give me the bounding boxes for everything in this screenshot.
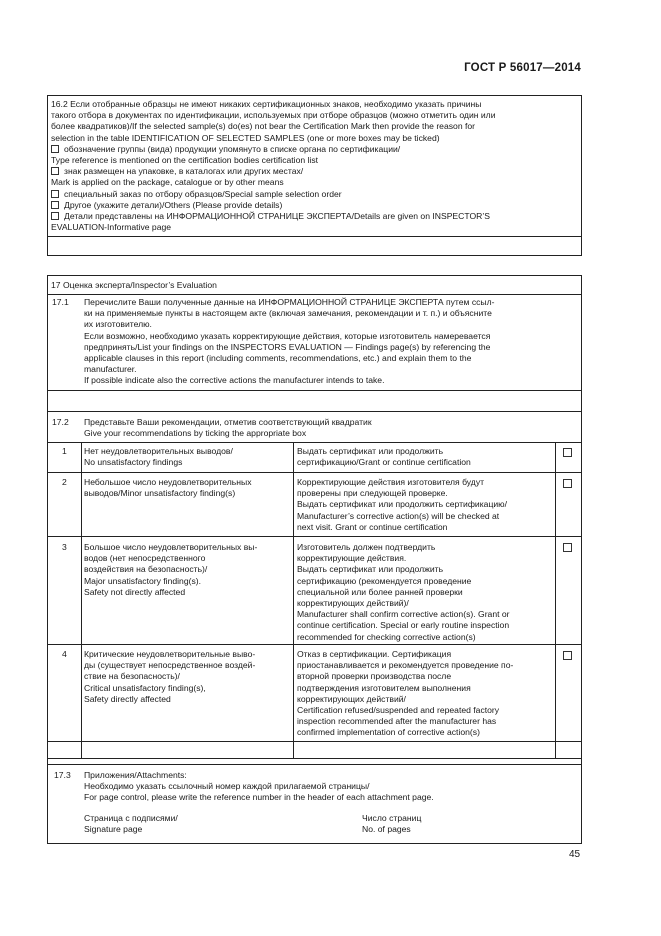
recommendation-checkbox-2[interactable] <box>563 479 572 488</box>
text-line: Если возможно, необходимо указать корректирующие действия, которые изготовитель намеревается <box>84 330 491 341</box>
option-label: Другое (укажите детали)/Others (Please provide details) <box>64 199 283 210</box>
text-line: Выдать сертификат или продолжить <box>297 564 444 575</box>
text-line: No unsatisfactory findings <box>84 457 183 468</box>
section-17-3-text <box>84 770 580 804</box>
divider <box>47 390 582 391</box>
text-line: выводов/Minor unsatisfactory finding(s) <box>84 488 236 499</box>
text-line: специальной или более ранней проверки <box>297 586 463 597</box>
item-number: 17.3 <box>54 770 71 780</box>
text-line: continue certification. Special or early routine inspection <box>297 620 510 631</box>
text-line: For page control, please write the reference number in the header of each attachment page. <box>84 792 434 803</box>
text-line: приостанавливается и рекомендуется проведение по- <box>297 660 514 671</box>
text-line: Manufacturer shall confirm corrective action(s). Grant or <box>297 609 510 620</box>
text-line: Safety directly affected <box>84 693 171 704</box>
row-number: 3 <box>62 542 67 552</box>
text-line: сертификацию (рекомендуется проведение <box>297 575 472 586</box>
text-line: Safety not directly affected <box>84 586 186 597</box>
text-line: такого отбора в документах по идентификации, используемых при отборе образцов (можно отметить один или <box>51 110 496 121</box>
recommendation-text <box>297 649 553 739</box>
divider <box>47 741 582 742</box>
signature-page-label <box>84 813 178 835</box>
text-line: ствие на безопасность)/ <box>84 671 180 682</box>
text-line: If possible indicate also the corrective actions the manufacturer intends to take. <box>84 375 385 386</box>
text-line: Major unsatisfactory finding(s). <box>84 575 202 586</box>
section-17-1-text <box>84 297 580 387</box>
text-line: Приложения/Attachments: <box>84 770 187 780</box>
checkbox-special-order[interactable] <box>51 190 59 198</box>
text-line: Give your recommendations by ticking the appropriate box <box>84 428 307 439</box>
text-line: No. of pages <box>362 824 411 835</box>
text-line: manufacturer. <box>84 364 137 375</box>
text-line: сертификацию/Grant or continue certification <box>297 457 471 468</box>
finding-description <box>84 477 291 499</box>
option-label: Детали представлены на ИНФОРМАЦИОННОЙ СТРАНИЦЕ ЭКСПЕРТА/Details are given on INSPECTOR’S <box>64 211 490 222</box>
option-label-en: EVALUATION-Informative page <box>51 222 172 233</box>
finding-description <box>84 649 291 705</box>
text-line: проверены при следующей проверке. <box>297 488 448 499</box>
column-divider <box>81 442 82 758</box>
text-line: предпринять/List your findings on the INSPECTORS EVALUATION — Findings page(s) by referencing the <box>84 341 491 352</box>
text-line: вторной проверки производства после <box>297 671 452 682</box>
divider <box>47 536 582 537</box>
text-line: applicable clauses in this report (including comments, recommendations, etc.) and explain them to the <box>84 353 472 364</box>
text-line: корректирующих действий)/ <box>297 598 409 609</box>
text-line: recommended for checking corrective action(s) <box>297 631 476 642</box>
checkbox-group-listed[interactable] <box>51 145 59 153</box>
item-number: 17.1 <box>52 297 69 307</box>
recommendation-text <box>297 477 553 533</box>
text-line: Число страниц <box>362 813 422 823</box>
recommendation-text <box>297 542 553 643</box>
text-line: Отказ в сертификации. Сертификация <box>297 649 452 659</box>
text-line: корректирующие действия. <box>297 553 407 564</box>
divider <box>47 294 582 295</box>
divider <box>47 644 582 645</box>
finding-description <box>84 446 291 468</box>
recommendation-checkbox-4[interactable] <box>563 651 572 660</box>
text-line: 16.2 Если отобранные образцы не имеют никаких сертификационных знаков, необходимо указать причины <box>51 99 482 109</box>
divider <box>47 411 582 412</box>
text-line: confirmed implementation of corrective action(s) <box>297 727 480 738</box>
divider <box>47 758 582 759</box>
text-line: Нет неудовлетворительных выводов/ <box>84 446 233 456</box>
text-line: Выдать сертификат или продолжить <box>297 446 444 456</box>
checkbox-others[interactable] <box>51 201 59 209</box>
text-line: Небольшое число неудовлетворительных <box>84 477 252 487</box>
text-line: Корректирующие действия изготовителя будут <box>297 477 485 487</box>
document-id: ГОСТ Р 56017—2014 <box>464 62 581 74</box>
text-line: Critical unsatisfactory finding(s), <box>84 682 206 693</box>
text-line: ды (существует непосредственное воздей- <box>84 660 256 671</box>
text-line: Представьте Ваши рекомендации, отметив соответствующий квадратик <box>84 417 372 427</box>
section-17-title: 17 Оценка эксперта/Inspector’s Evaluation <box>51 280 217 290</box>
checkbox-mark-on-package[interactable] <box>51 167 59 175</box>
text-line: selection in the table IDENTIFICATION OF SELECTED SAMPLES (one or more boxes may be ticked) <box>51 132 440 143</box>
option-label: обозначение группы (вида) продукции упомянуто в списке органа по сертификации/ <box>64 143 401 154</box>
option-label: специальный заказ по отбору образцов/Special sample selection order <box>64 188 342 199</box>
number-of-pages-label <box>362 813 421 835</box>
recommendation-checkbox-1[interactable] <box>563 448 572 457</box>
recommendation-checkbox-3[interactable] <box>563 543 572 552</box>
text-line: Signature page <box>84 824 143 835</box>
row-number: 4 <box>62 649 67 659</box>
text-line: Изготовитель должен подтвердить <box>297 542 436 552</box>
column-divider <box>293 442 294 758</box>
row-number: 1 <box>62 446 67 456</box>
text-line: Manufacturer’s corrective action(s) will be checked at <box>297 510 500 521</box>
option-label: знак размещен на упаковке, в каталогах или других местах/ <box>64 166 304 177</box>
divider <box>47 236 582 237</box>
text-line: inspection recommended after the manufacturer has <box>297 716 497 727</box>
text-line: Необходимо указать ссылочный номер каждой прилагаемой страницы/ <box>84 781 370 792</box>
option-label-en: Mark is applied on the package, catalogue or by other means <box>51 177 284 188</box>
page-number: 45 <box>569 849 581 860</box>
text-line: подтверждения изготовителем выполнения <box>297 682 471 693</box>
text-line: Страница с подписями/ <box>84 813 178 823</box>
text-line: ки на применяемые пункты в настоящем акте (включая замечания, рекомендации и т. п.) и объясните <box>84 308 492 319</box>
divider <box>47 472 582 473</box>
text-line: воздействия на безопасность)/ <box>84 564 208 575</box>
text-line: Критические неудовлетворительные выво- <box>84 649 256 659</box>
text-line: Большое число неудовлетворительных вы- <box>84 542 258 552</box>
option-label-en: Type reference is mentioned on the certification bodies certification list <box>51 155 319 166</box>
recommendation-text <box>297 446 553 468</box>
finding-description <box>84 542 291 598</box>
text-line: Certification refused/suspended and repeated factory <box>297 705 500 716</box>
item-number: 17.2 <box>52 417 69 427</box>
text-line: корректирующих действий/ <box>297 693 406 704</box>
column-divider <box>555 442 556 758</box>
text-line: их изготовителю. <box>84 319 152 330</box>
text-line: водов (нет непосредственного <box>84 553 206 564</box>
text-line: Выдать сертификат или продолжить сертификацию/ <box>297 499 508 510</box>
divider <box>47 442 582 443</box>
section-17-2-text <box>84 417 580 439</box>
checkbox-details-informative-page[interactable] <box>51 212 59 220</box>
text-line: Перечислите Ваши полученные данные на ИНФОРМАЦИОННОЙ СТРАНИЦЕ ЭКСПЕРТА путем ссыл- <box>84 297 495 307</box>
text-line: next visit. Grant or continue certification <box>297 521 448 532</box>
section-16-2-text <box>51 99 579 233</box>
text-line: более квадратиков)/If the selected sample(s) do(es) not bear the Certification Mark then provide the reason for <box>51 121 476 132</box>
divider <box>47 764 582 765</box>
row-number: 2 <box>62 477 67 487</box>
